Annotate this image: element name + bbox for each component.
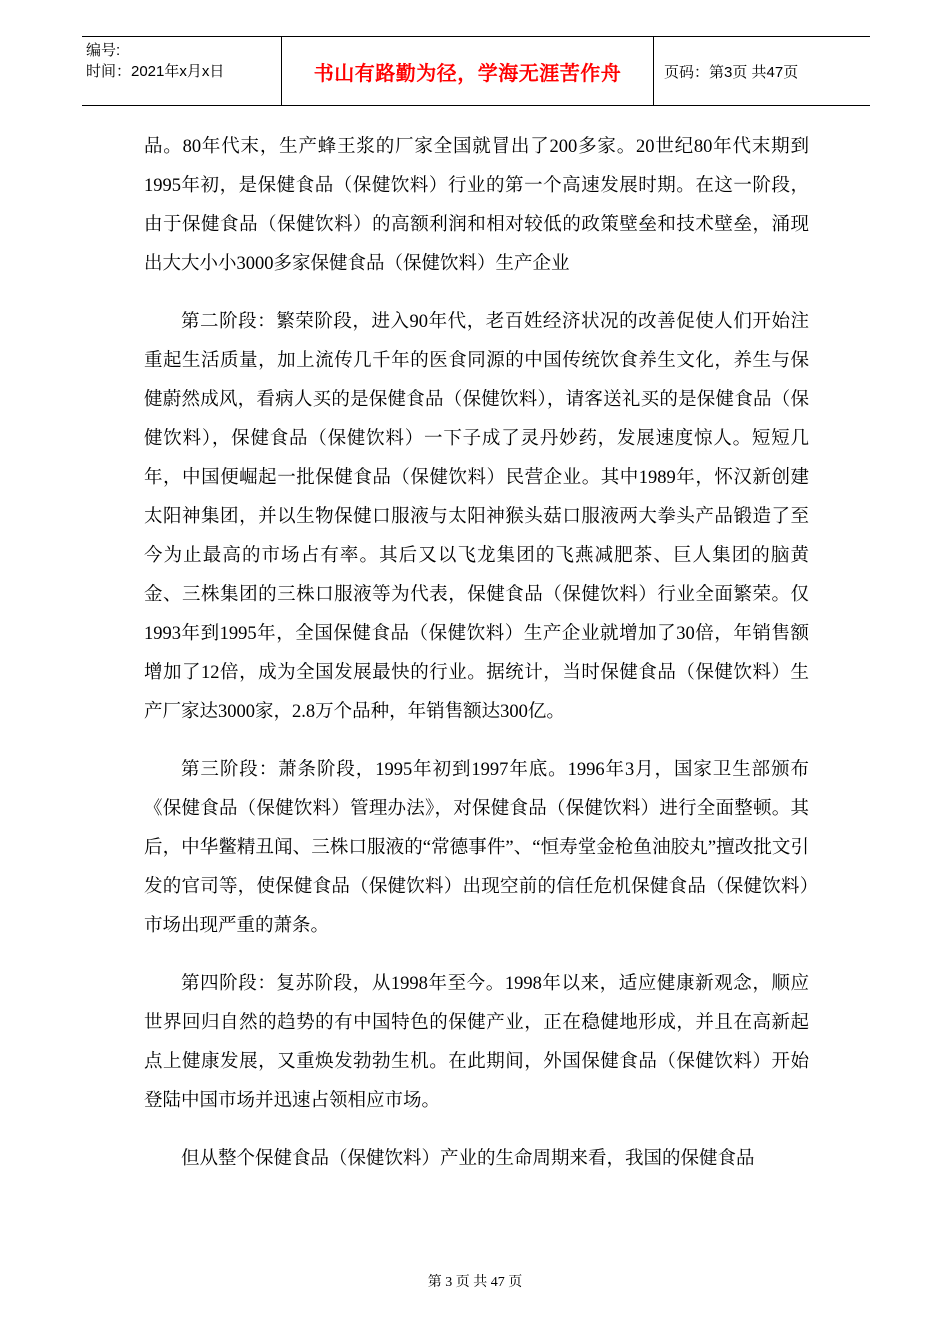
time-label: 时间：2021年x月x日 bbox=[86, 63, 225, 80]
header-page-info: 页码：第3页 共47页 bbox=[664, 63, 799, 81]
paragraph-stage-two: 第二阶段：繁荣阶段，进入90年代，老百姓经济状况的改善促使人们开始注重起生活质量，加上流传几千年的医食同源的中国传统饮食养生文化，养生与保健蔚然成风，看病人买的是保健食品（保健饮料），请客送礼买的是保健食品（保健饮料），保健食品（保健饮料）一下子成了灵丹妙药，发展速度惊人。短短几年，中国便崛起一批保健食品（保健饮料）民营企业。其中1989年，怀汉新创建太阳神集团，并以生物保健口服液与太阳神猴头菇口服液两大拳头产品锻造了至今为止最高的市场占有率。其后又以飞龙集团的飞燕减肥茶、巨人集团的脑黄金、三株集团的三株口服液等为代表，保健食品（保健饮料）行业全面繁荣。仅1993年到1995年，全国保健食品（保健饮料）生产企业就增加了30倍，年销售额增加了12倍，成为全国发展最快的行业。据统计，当时保健食品（保健饮料）生产厂家达3000家，2.8万个品种，年销售额达300亿。 bbox=[144, 312, 809, 722]
paragraph-lifecycle: 但从整个保健食品（保健饮料）产业的生命周期来看，我国的保健食品 bbox=[181, 1149, 755, 1169]
page-header bbox=[82, 36, 870, 106]
body-text bbox=[144, 128, 809, 1198]
page-footer: 第 3 页 共 47 页 bbox=[427, 1275, 523, 1290]
paragraph-continued: 品。80年代末，生产蜂王浆的厂家全国就冒出了200多家。20世纪80年代末期到1995年初，是保健食品（保健饮料）行业的第一个高速发展时期。在这一阶段，由于保健食品（保健饮料）的高额利润和相对较低的政策壁垒和技术壁垒，涌现出大大小小3000多家保健食品（保健饮料）生产企业 bbox=[144, 137, 809, 274]
number-label: 编号: bbox=[86, 42, 121, 59]
header-motto: 书山有路勤为径，学海无涯苦作舟 bbox=[282, 37, 654, 105]
paragraph-stage-four: 第四阶段：复苏阶段，从1998年至今。1998年以来，适应健康新观念，顺应世界回归自然的趋势的有中国特色的保健产业，正在稳健地形成，并且在高新起点上健康发展，又重焕发勃勃生机。在此期间，外国保健食品（保健饮料）开始登陆中国市场并迅速占领相应市场。 bbox=[144, 974, 809, 1111]
paragraph-stage-three: 第三阶段：萧条阶段，1995年初到1997年底。1996年3月，国家卫生部颁布《保健食品（保健饮料）管理办法》，对保健食品（保健饮料）进行全面整顿。其后，中华鳖精丑闻、三株口服液的“常德事件”、“恒寿堂金枪鱼油胶丸”擅改批文引发的官司等，使保健食品（保健饮料）出现空前的信任危机保健食品（保健饮料）市场出现严重的萧条。 bbox=[144, 760, 809, 936]
header-meta-cell bbox=[82, 37, 282, 105]
